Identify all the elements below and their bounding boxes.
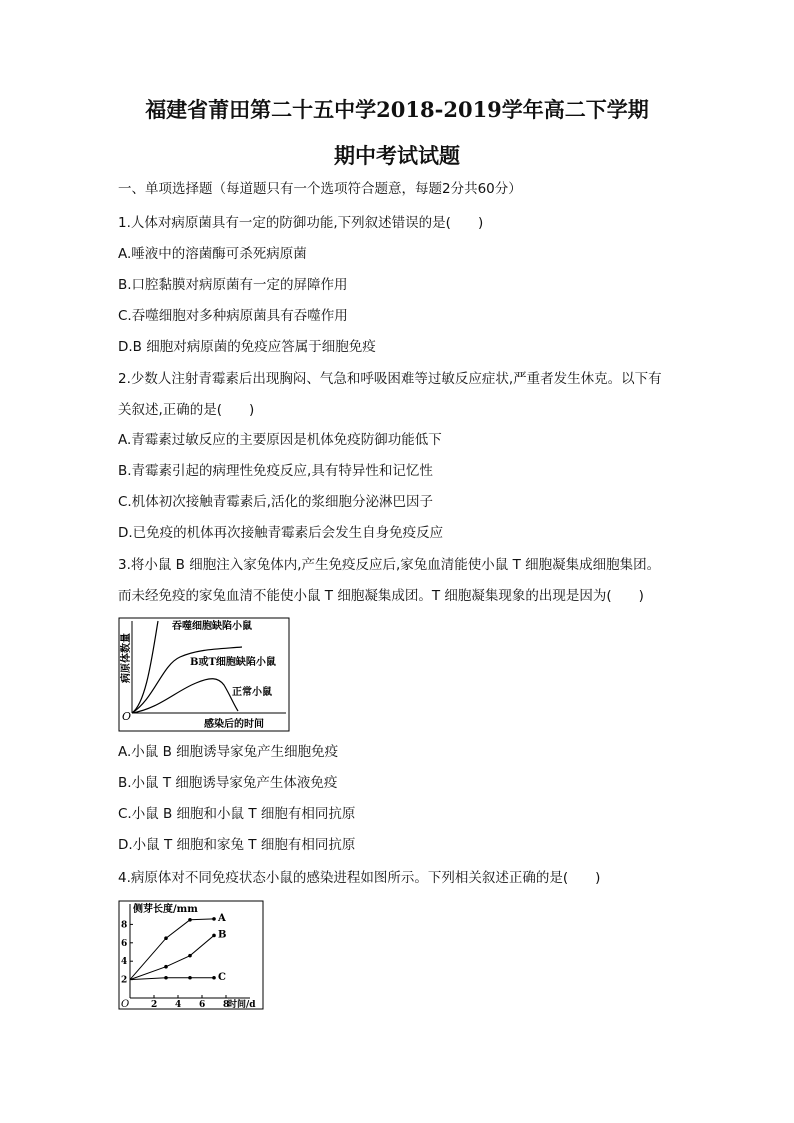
question-3-option-b: B.小鼠 T 细胞诱导家兔产生体液免疫 (118, 775, 338, 791)
series-point-B-2 (188, 954, 192, 958)
question-2-option-d: D.已免疫的机体再次接触青霉素后会发生自身免疫反应 (118, 525, 444, 541)
figure1-ylabel: 病原体数量 (121, 633, 132, 683)
figure-bud-length-chart (118, 900, 264, 1010)
curve-label-phagocyte: 吞噬细胞缺陷小鼠 (172, 621, 252, 632)
series-label-C: C (218, 971, 226, 983)
x-tick-label-4: 4 (175, 1000, 182, 1010)
question-1-option-a: A.唾液中的溶菌酶可杀死病原菌 (118, 246, 307, 262)
question-2-option-b: B.青霉素引起的病理性免疫反应,具有特异性和记忆性 (118, 463, 433, 479)
question-3-stem-line1: 3.将小鼠 B 细胞注入家兔体内,产生免疫反应后,家兔血清能使小鼠 T 细胞凝集成细胞集团。 (118, 557, 661, 573)
curve-label-bt: B或T细胞缺陷小鼠 (190, 657, 276, 668)
page-subtitle: 期中考试试题 (334, 143, 460, 168)
question-1-option-d: D.B 细胞对病原菌的免疫应答属于细胞免疫 (118, 339, 376, 355)
y-tick-label-2: 2 (121, 975, 128, 986)
y-tick-label-4: 4 (121, 957, 128, 968)
question-3-stem-line2: 而未经免疫的家兔血清不能使小鼠 T 细胞凝集成团。T 细胞凝集现象的出现是因为( ) (118, 588, 644, 604)
series-point-B-1 (164, 965, 168, 969)
series-point-C-1 (164, 976, 168, 980)
section-heading: 一、单项选择题（每道题只有一个选项符合题意，每题2分共60分） (118, 181, 522, 197)
series-label-A: A (218, 912, 226, 924)
x-tick-label-2: 2 (151, 1000, 158, 1010)
series-point-C-2 (188, 976, 192, 980)
x-tick-label-8: 8 (223, 1000, 230, 1010)
figure-pathogen-curves (118, 617, 290, 732)
chart2-origin: O (121, 999, 130, 1010)
y-tick-label-8: 8 (121, 920, 128, 931)
series-point-B-3 (212, 934, 216, 938)
question-4-stem: 4.病原体对不同免疫状态小鼠的感染进程如图所示。下列相关叙述正确的是( ) (118, 870, 601, 886)
series-label-B: B (218, 929, 227, 941)
question-3-option-d: D.小鼠 T 细胞和家兔 T 细胞有相同抗原 (118, 837, 356, 853)
series-point-A-2 (188, 918, 192, 922)
question-2-stem-line2: 关叙述,正确的是( ) (118, 402, 255, 418)
question-2-option-a: A.青霉素过敏反应的主要原因是机体免疫防御功能低下 (118, 432, 442, 448)
question-1-option-c: C.吞噬细胞对多种病原菌具有吞噬作用 (118, 308, 348, 324)
series-point-C-3 (212, 976, 216, 980)
question-2-option-c: C.机体初次接触青霉素后,活化的浆细胞分泌淋巴因子 (118, 494, 434, 510)
figure1-origin: O (122, 710, 132, 723)
x-tick-label-6: 6 (199, 1000, 206, 1010)
question-1-stem: 1.人体对病原菌具有一定的防御功能,下列叙述错误的是( ) (118, 215, 484, 231)
curve-label-normal: 正常小鼠 (232, 687, 272, 698)
question-2-stem-line1: 2.少数人注射青霉素后出现胸闷、气急和呼吸困难等过敏反应症状,严重者发生休克。以下有 (118, 371, 662, 387)
question-1-option-b: B.口腔黏膜对病原菌有一定的屏障作用 (118, 277, 348, 293)
y-tick-label-6: 6 (121, 938, 128, 949)
chart2-xlabel: 时间/d (228, 1000, 256, 1010)
chart2-ylabel: 侧芽长度/mm (133, 904, 198, 915)
question-3-option-c: C.小鼠 B 细胞和小鼠 T 细胞有相同抗原 (118, 806, 356, 822)
series-point-A-1 (164, 936, 168, 940)
figure1-xlabel: 感染后的时间 (204, 719, 264, 730)
question-3-option-a: A.小鼠 B 细胞诱导家兔产生细胞免疫 (118, 744, 339, 760)
page-title: 福建省莆田第二十五中学2018-2019学年高二下学期 (145, 97, 649, 122)
series-point-A-3 (212, 917, 216, 921)
